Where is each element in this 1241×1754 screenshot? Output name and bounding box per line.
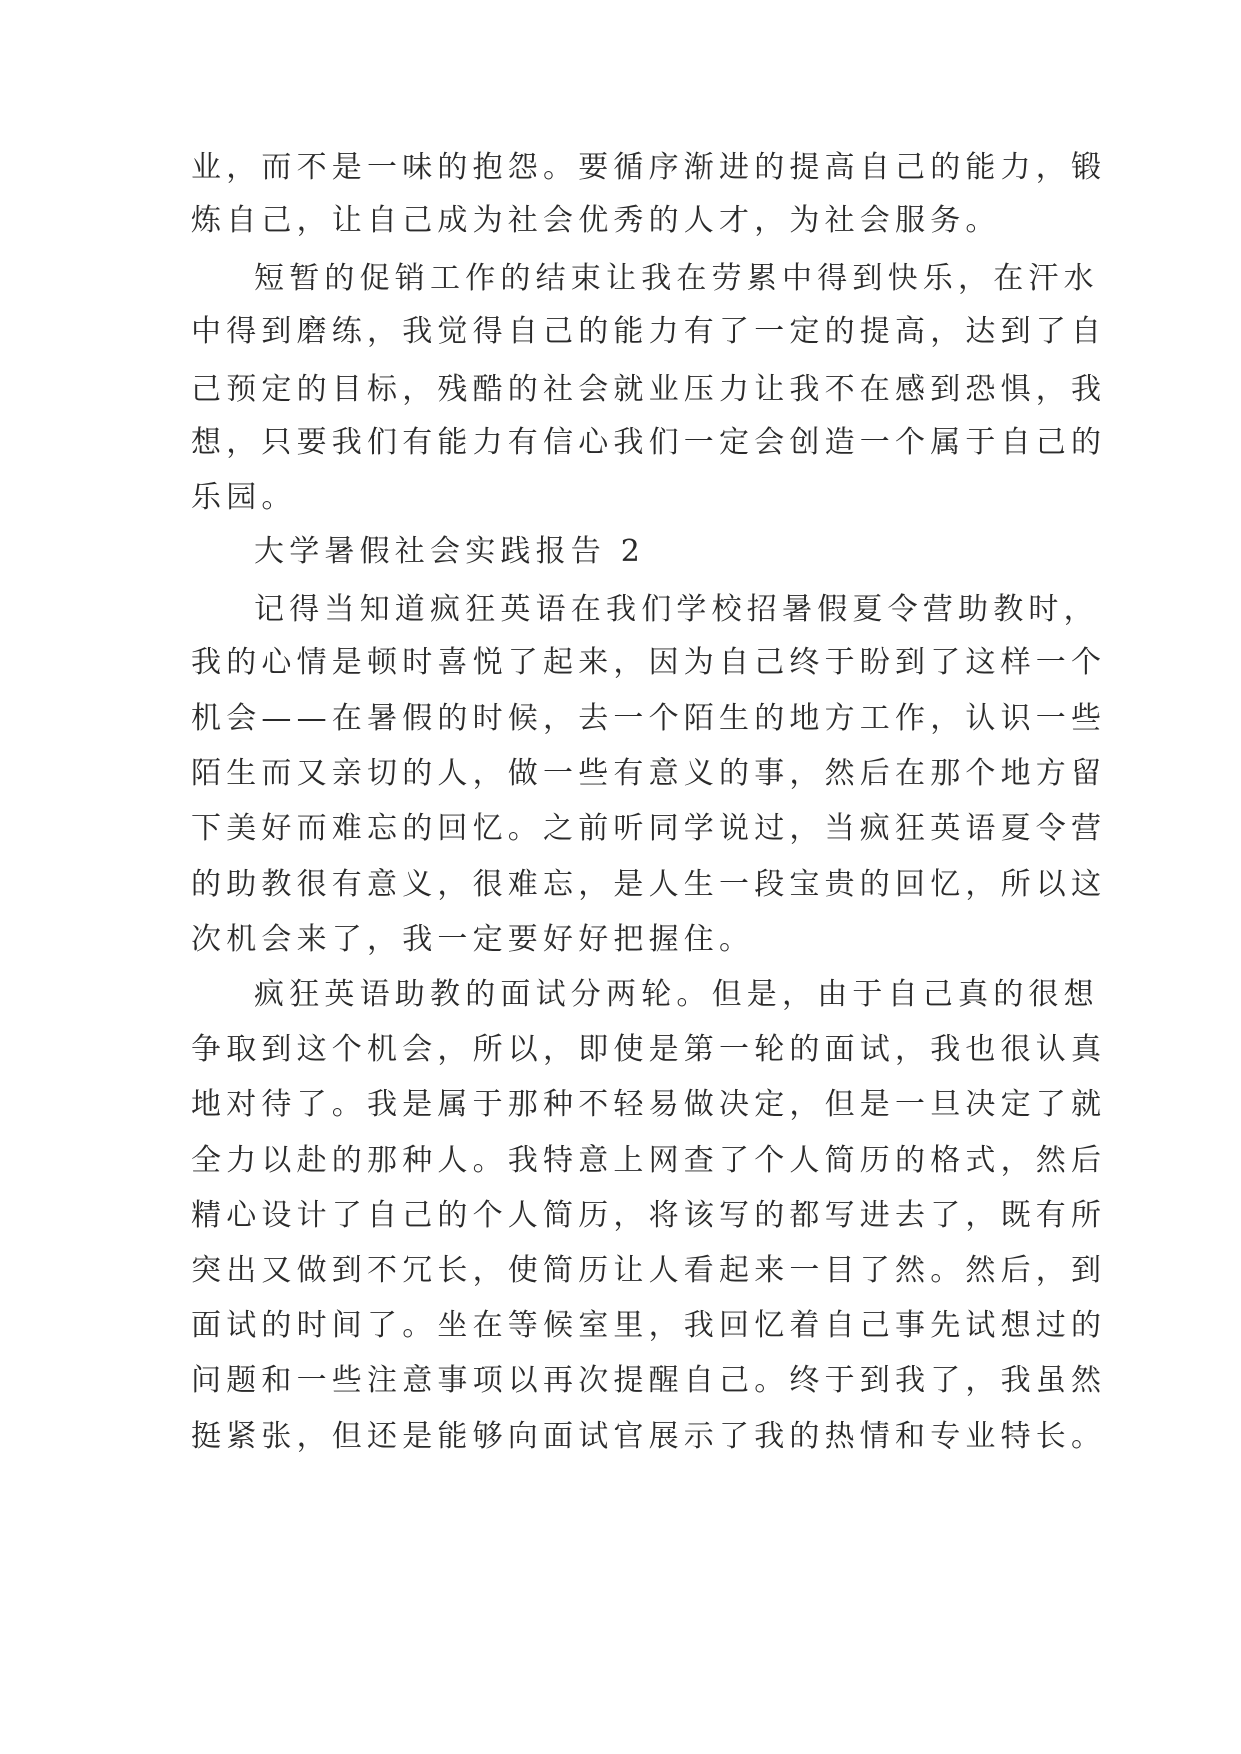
text-line: 精心设计了自己的个人简历，将该写的都写进去了，既有所 bbox=[191, 1198, 1107, 1233]
text-line: 地对待了。我是属于那种不轻易做决定，但是一旦决定了就 bbox=[191, 1087, 1107, 1122]
text-line: 次机会来了，我一定要好好把握住。 bbox=[191, 922, 755, 957]
text-line: 乐园。 bbox=[191, 480, 297, 515]
text-line: 炼自己，让自己成为社会优秀的人才，为社会服务。 bbox=[191, 203, 1001, 238]
paragraph-first-line: 记得当知道疯狂英语在我们学校招暑假夏令营助教时， bbox=[254, 592, 1099, 627]
text-line: 业，而不是一味的抱怨。要循序渐进的提高自己的能力，锻 bbox=[191, 150, 1107, 185]
paragraph-first-line: 疯狂英语助教的面试分两轮。但是，由于自己真的很想 bbox=[254, 977, 1099, 1012]
paragraph-first-line: 短暂的促销工作的结束让我在劳累中得到快乐，在汗水 bbox=[254, 261, 1099, 296]
text-line: 陌生而又亲切的人，做一些有意义的事，然后在那个地方留 bbox=[191, 756, 1107, 791]
section-heading: 大学暑假社会实践报告 2 bbox=[254, 534, 646, 569]
text-line: 突出又做到不冗长，使简历让人看起来一目了然。然后，到 bbox=[191, 1253, 1107, 1288]
text-line: 想，只要我们有能力有信心我们一定会创造一个属于自己的 bbox=[191, 425, 1107, 460]
text-line: 挺紧张，但还是能够向面试官展示了我的热情和专业特长。 bbox=[191, 1419, 1107, 1454]
text-line: 己预定的目标，残酷的社会就业压力让我不在感到恐惧，我 bbox=[191, 372, 1107, 407]
text-line: 我的心情是顿时喜悦了起来，因为自己终于盼到了这样一个 bbox=[191, 645, 1107, 680]
text-line: 争取到这个机会，所以，即使是第一轮的面试，我也很认真 bbox=[191, 1032, 1107, 1067]
text-line: 面试的时间了。坐在等候室里，我回忆着自己事先试想过的 bbox=[191, 1308, 1107, 1343]
text-line: 中得到磨练，我觉得自己的能力有了一定的提高，达到了自 bbox=[191, 314, 1107, 349]
text-line: 机会——在暑假的时候，去一个陌生的地方工作，认识一些 bbox=[191, 701, 1107, 736]
text-line: 的助教很有意义，很难忘，是人生一段宝贵的回忆，所以这 bbox=[191, 867, 1107, 902]
text-line: 下美好而难忘的回忆。之前听同学说过，当疯狂英语夏令营 bbox=[191, 811, 1107, 846]
text-line: 全力以赴的那种人。我特意上网查了个人简历的格式，然后 bbox=[191, 1143, 1107, 1178]
text-line: 问题和一些注意事项以再次提醒自己。终于到我了，我虽然 bbox=[191, 1363, 1107, 1398]
